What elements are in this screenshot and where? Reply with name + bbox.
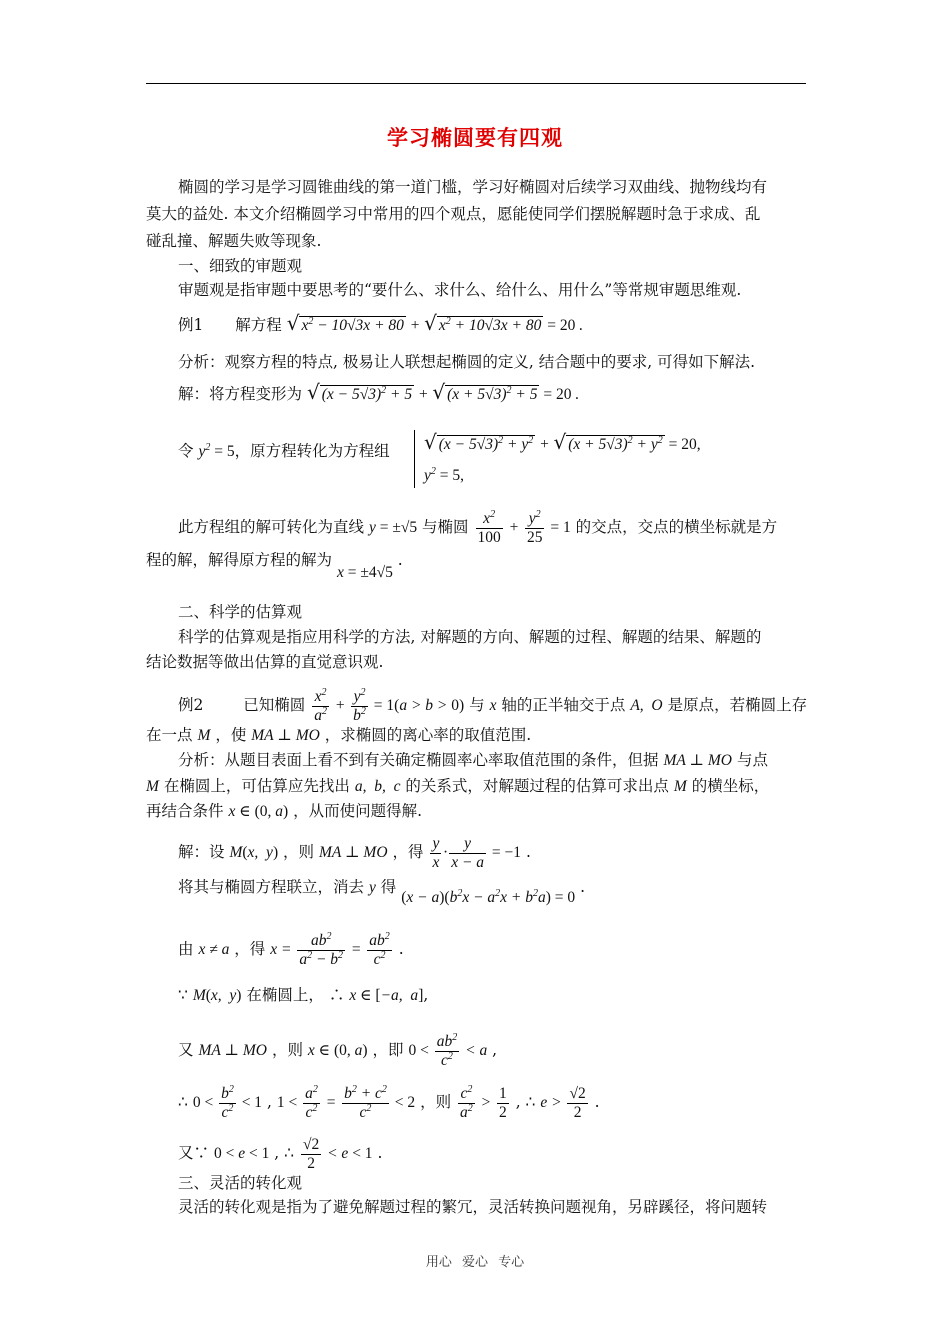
example2-analysis-2: M 在椭圆上，可估算应先找出 a, b, c 的关系式，对解题过程的估算可求出点 M 的横坐标， [146,777,770,795]
system-eq-1: √ $(x - 5√3)^2 + y^2$ + √ $(x + 5√3)^2 + y^2 = 20$, [424,430,701,454]
example2: 例2 已知椭圆 $\frac{x^2}{a^2}$ + $\frac{y^2}{b^2}$ = 1(a > b > 0) 与 x 轴的正半轴交于点 A, O 是原点，若椭圆上存 [178,687,808,724]
section2-heading: 二、科学的估算观 [178,603,303,621]
section1-desc: 审题观是指审题中要思考的“要什么、求什么、给什么、用什么”等常规审题思维观. [178,281,742,299]
example1-label: 例1 [178,316,204,334]
step-4: ∵ M(x, y) 在椭圆上， ∴ x ∈ [−a, a], [178,986,429,1004]
intro-line-2: 莫大的益处. 本文介绍椭圆学习中常用的四个观点，愿能使同学们摆脱解题时急于求成、乱 [146,205,761,223]
step-2: 将其与椭圆方程联立，消去 y 得 $(x - a)(b^2x - a^2x + b^2a) = 0$ . [178,878,586,906]
example2-analysis-3: 再结合条件 x ∈ (0, a) ，从而使问题得解. [146,802,423,820]
example1-analysis: 分析：观察方程的特点, 极易让人联想起椭圆的定义, 结合题中的要求, 可得如下解法. [178,353,755,371]
section1-heading: 一、细致的审题观 [178,257,303,275]
example1-text: 解方程 [235,316,282,334]
header-rule [146,83,806,84]
section3-desc: 灵活的转化观是指为了避免解题过程的繁冗，灵活转换问题视角，另辟蹊径，将问题转 [178,1198,768,1216]
step-7: 又∵ 0 < e < 1 , ∴ $\frac{√2}{2}$ < e < 1 . [178,1136,383,1172]
section3-heading: 三、灵活的转化观 [178,1174,303,1192]
step-1: 解：设 M(x, y) ，则 MA ⊥ MO ，得 $\frac{y}{x}$ · $\frac{y}{x - a}$ = −1 . [178,835,531,871]
step-5: 又 MA ⊥ MO ，则 x ∈ (0, a) ，即 0 < $\frac{ab^2}{c^2}$ < a , [178,1032,498,1069]
system-eq-2: $y^2 = 5$, [424,466,465,484]
intro-line-1: 椭圆的学习是学习圆锥曲线的第一道门槛，学习好椭圆对后续学习双曲线、抛物线均有 [178,178,768,196]
page-footer: 用心 爱心 专心 [425,1255,525,1270]
step-6: ∴ 0 < $\frac{b^2}{c^2}$ < 1 , 1 < $\frac{a^2}{c^2}$ = $\frac{b^2 + c^2}{c^2}$ < 2 ，则 $\frac{c^2}{a^2}$ > $\frac{1}{2}$ , ∴ e > $\frac{√2}{2}$ . [178,1084,600,1121]
solution-result: 程的解，解得原方程的解为 x = ±4√5 . [146,551,403,581]
example2-line2: 在一点 M ，使 MA ⊥ MO ，求椭圆的离心率的取值范围. [146,726,532,744]
system-brace [414,430,423,488]
example1-equation: √ $x^2 - 10√3x + 80$ + √ $x^2 + 10√3x + 80 = 20$ . [286,311,584,335]
intro-line-3: 碰乱撞、解题失败等现象. [146,232,322,250]
example2-analysis-1: 分析：从题目表面上看不到有关确定椭圆率心率取值范围的条件，但据 MA ⊥ MO 与点 [178,751,768,769]
section2-desc-2: 结论数据等做出估算的直觉意识观. [146,653,384,671]
line-ellipse-sentence: 此方程组的解可转化为直线 y = ±√5 与椭圆 $\frac{x^2}{100}$ + $\frac{y^2}{25}$ = 1 的交点，交点的横坐标就是方 [178,509,778,546]
transformed-equation: √ $(x - 5√3)^2 + 5$ + √ $(x + 5√3)^2 + 5 = 20$ . [306,380,580,404]
example1-solution: 解：将方程变形为 √ $(x - 5√3)^2 + 5$ + √ $(x + 5√3)^2 + 5 = 20$ . [178,380,580,404]
section2-desc-1: 科学的估算观是指应用科学的方法, 对解题的方向、解题的过程、解题的结果、解题的 [178,628,762,646]
step-3: 由 x ≠ a ，得 x = $\frac{ab^2}{a^2 - b^2}$ = $\frac{ab^2}{c^2}$ . [178,931,404,968]
let-line: 令 $y^2 = 5$，原方程转化为方程组 [178,442,390,460]
page-title: 学习椭圆要有四观 [387,125,563,150]
example1 [178,313,583,336]
